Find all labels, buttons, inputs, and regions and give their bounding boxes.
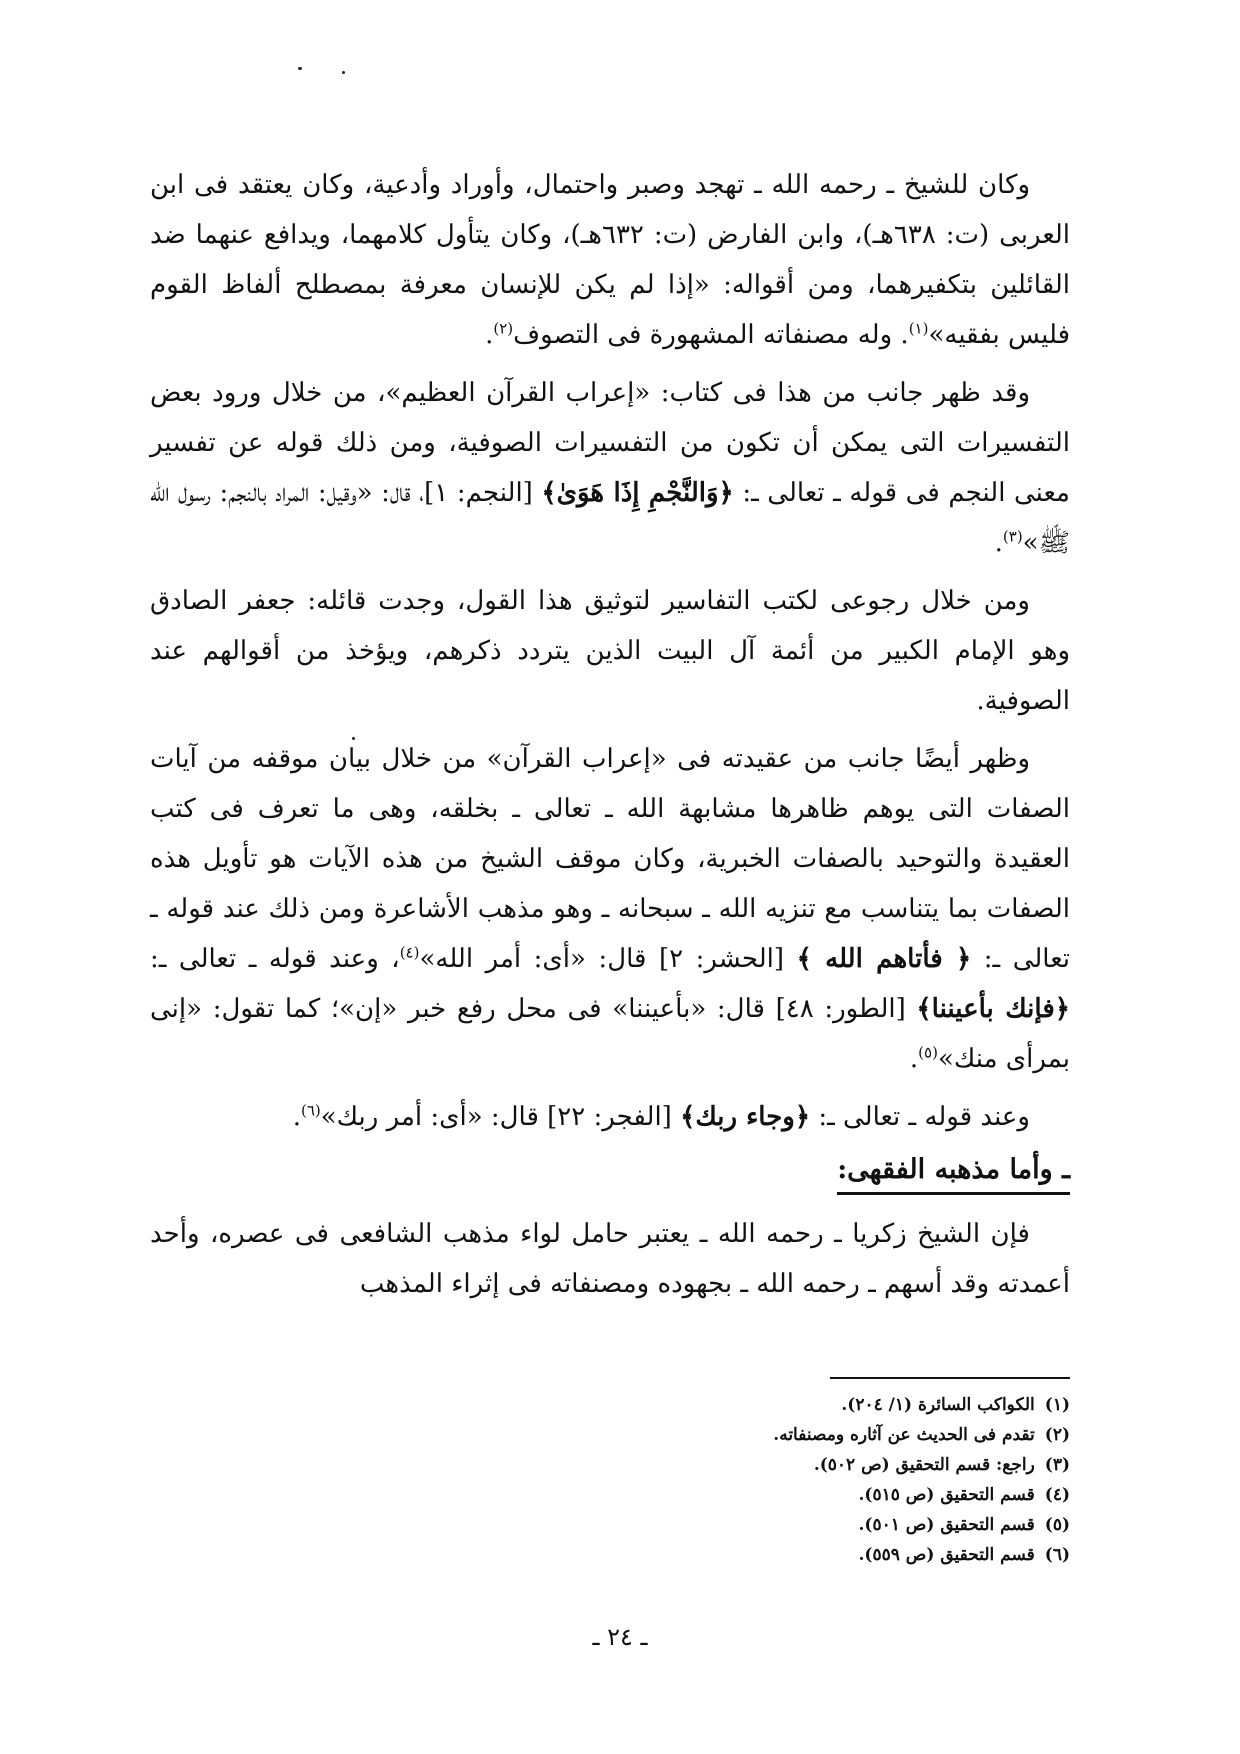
quran-quote: ﴿وَالنَّجْمِ إِذَا هَوَىٰ﴾ — [541, 478, 734, 508]
body-paragraph — [150, 1092, 1070, 1142]
footnote-item — [470, 1480, 1070, 1510]
section-heading-wrap — [150, 1150, 1070, 1209]
paragraph-text: . — [292, 1102, 301, 1132]
paragraph-text: [النجم: ١]، قال: «وقيل: المراد بالنجم: رسول الله ﷺ» — [150, 478, 1070, 558]
closing-paragraph — [150, 1209, 1070, 1309]
footnote-item — [470, 1510, 1070, 1540]
quran-quote: ﴿وجاء ربك﴾ — [680, 1102, 811, 1132]
footnote-reference[interactable]: (٣) — [1002, 527, 1023, 546]
paragraph-text: ، وعند قوله ـ تعالى ـ: — [150, 944, 400, 974]
body-paragraph — [150, 160, 1070, 360]
paragraph-text: . — [909, 1044, 919, 1074]
paragraph-text: [الطور: ٤٨] قال: «بأعيننا» فى محل رفع خبر «إن»؛ كما تقول: «إنى بمرأى منك» — [150, 994, 1070, 1074]
paragraph-text: وقد ظهر جانب من هذا فى كتاب: «إعراب القرآن العظيم»، من خلال ورود بعض التفسيرات التى يمكن أن تكون من التفسيرات الصوفية، ومن ذلك قوله عن تفسير معنى النجم فى قوله ـ تعالى ـ: — [150, 378, 1070, 508]
footnote-number: (٤) — [1044, 1485, 1070, 1505]
paragraph-text: . — [994, 528, 1003, 558]
footnote-reference[interactable]: (٤) — [399, 943, 420, 962]
footnote-separator — [830, 1377, 1070, 1379]
closing-paragraph-text: فإن الشيخ زكريا ـ رحمه الله ـ يعتبر حامل لواء مذهب الشافعى فى عصره، وأحد أعمدته وقد أسهم ـ رحمه الله ـ بجهوده ومصنفاته فى إثراء المذهب — [150, 1219, 1070, 1299]
paragraph-text: . — [485, 320, 494, 350]
footnote-number: (١) — [1044, 1395, 1070, 1415]
footnote-text: راجع: قسم التحقيق (ص ٥٠٢). — [813, 1455, 1035, 1475]
footnote-item — [470, 1450, 1070, 1480]
body-paragraph — [150, 576, 1070, 726]
paragraph-text: . وله مصنفاته المشهورة فى التصوف — [513, 320, 909, 350]
footnotes-list — [470, 1390, 1070, 1570]
paragraph-text: [الفجر: ٢٢] قال: «أى: أمر ربك» — [320, 1102, 681, 1132]
scan-speck — [298, 67, 302, 70]
footnote-reference[interactable]: (٦) — [300, 1101, 321, 1120]
quran-quote: ﴿فإنك بأعيننا﴾ — [916, 994, 1070, 1024]
footnote-number: (٢) — [1044, 1425, 1070, 1445]
paragraph-text: وعند قوله ـ تعالى ـ: — [810, 1102, 1030, 1132]
footnote-item — [470, 1540, 1070, 1570]
scan-speck — [342, 71, 345, 74]
footnote-number: (٣) — [1044, 1455, 1070, 1475]
body-paragraph — [150, 734, 1070, 1084]
paragraph-text: ومن خلال رجوعى لكتب التفاسير لتوثيق هذا القول، وجدت قائله: جعفر الصادق وهو الإمام الكبير من أئمة آل البيت الذين يتردد ذكرهم، ويؤخذ من أقوالهم عند الصوفية. — [150, 586, 1070, 716]
footnote-text: قسم التحقيق (ص ٥٥٩). — [858, 1545, 1035, 1565]
footnote-reference[interactable]: (٢) — [493, 319, 514, 338]
footnote-item — [470, 1390, 1070, 1420]
section-heading: ـ وأما مذهبه الفقهى: — [837, 1150, 1070, 1195]
paragraph-text: [الحشر: ٢] قال: «أى: أمر الله» — [419, 944, 797, 974]
footnote-reference[interactable]: (١) — [908, 319, 929, 338]
quran-quote: ﴿ فأتاهم الله ﴾ — [796, 944, 972, 974]
main-text — [150, 160, 1070, 1317]
footnote-text: قسم التحقيق (ص ٥٠١). — [858, 1515, 1035, 1535]
footnote-reference[interactable]: (٥) — [918, 1043, 938, 1062]
footnote-text: قسم التحقيق (ص ٥١٥). — [858, 1485, 1035, 1505]
footnote-number: (٥) — [1044, 1515, 1070, 1535]
paragraph-text: وكان للشيخ ـ رحمه الله ـ تهجد وصبر واحتمال، وأوراد وأدعية، وكان يعتقد فى ابن العربى (ت: ٦٣٨هـ)، وابن الفارض (ت: ٦٣٢هـ)، وكان يتأول كلامهما، ويدافع عنهما ضد القائلين بتكفيرهما، ومن أقواله: «إذا لم يكن للإنسان معرفة بمصطلح ألفاظ القوم فليس بفقيه» — [150, 170, 1071, 350]
footnote-item — [470, 1420, 1070, 1450]
paragraphs-container — [150, 160, 1070, 1142]
page-number: ـ ٢٤ ـ — [592, 1623, 648, 1651]
footnote-text: الكواكب السائرة (١/ ٢٠٤). — [841, 1395, 1035, 1415]
body-paragraph — [150, 368, 1070, 568]
paragraph-text: وظهر أيضًا جانب من عقيدته فى «إعراب القرآن» من خلال بيان موقفه من آيات الصفات التى يوهم ظاهرها مشابهة الله ـ تعالى ـ بخلقه، وهى ما تعرف فى كتب العقيدة والتوحيد بالصفات الخبرية، وكان موقف الشيخ من هذه الآيات هو تأويل هذه الصفات بما يتناسب مع تنزيه الله ـ سبحانه ـ وهو مذهب الأشاعرة ومن ذلك عند قوله ـ تعالى ـ: — [150, 744, 1071, 974]
footnote-text: تقدم فى الحديث عن آثاره ومصنفاته. — [773, 1425, 1035, 1445]
footnote-number: (٦) — [1044, 1545, 1070, 1565]
